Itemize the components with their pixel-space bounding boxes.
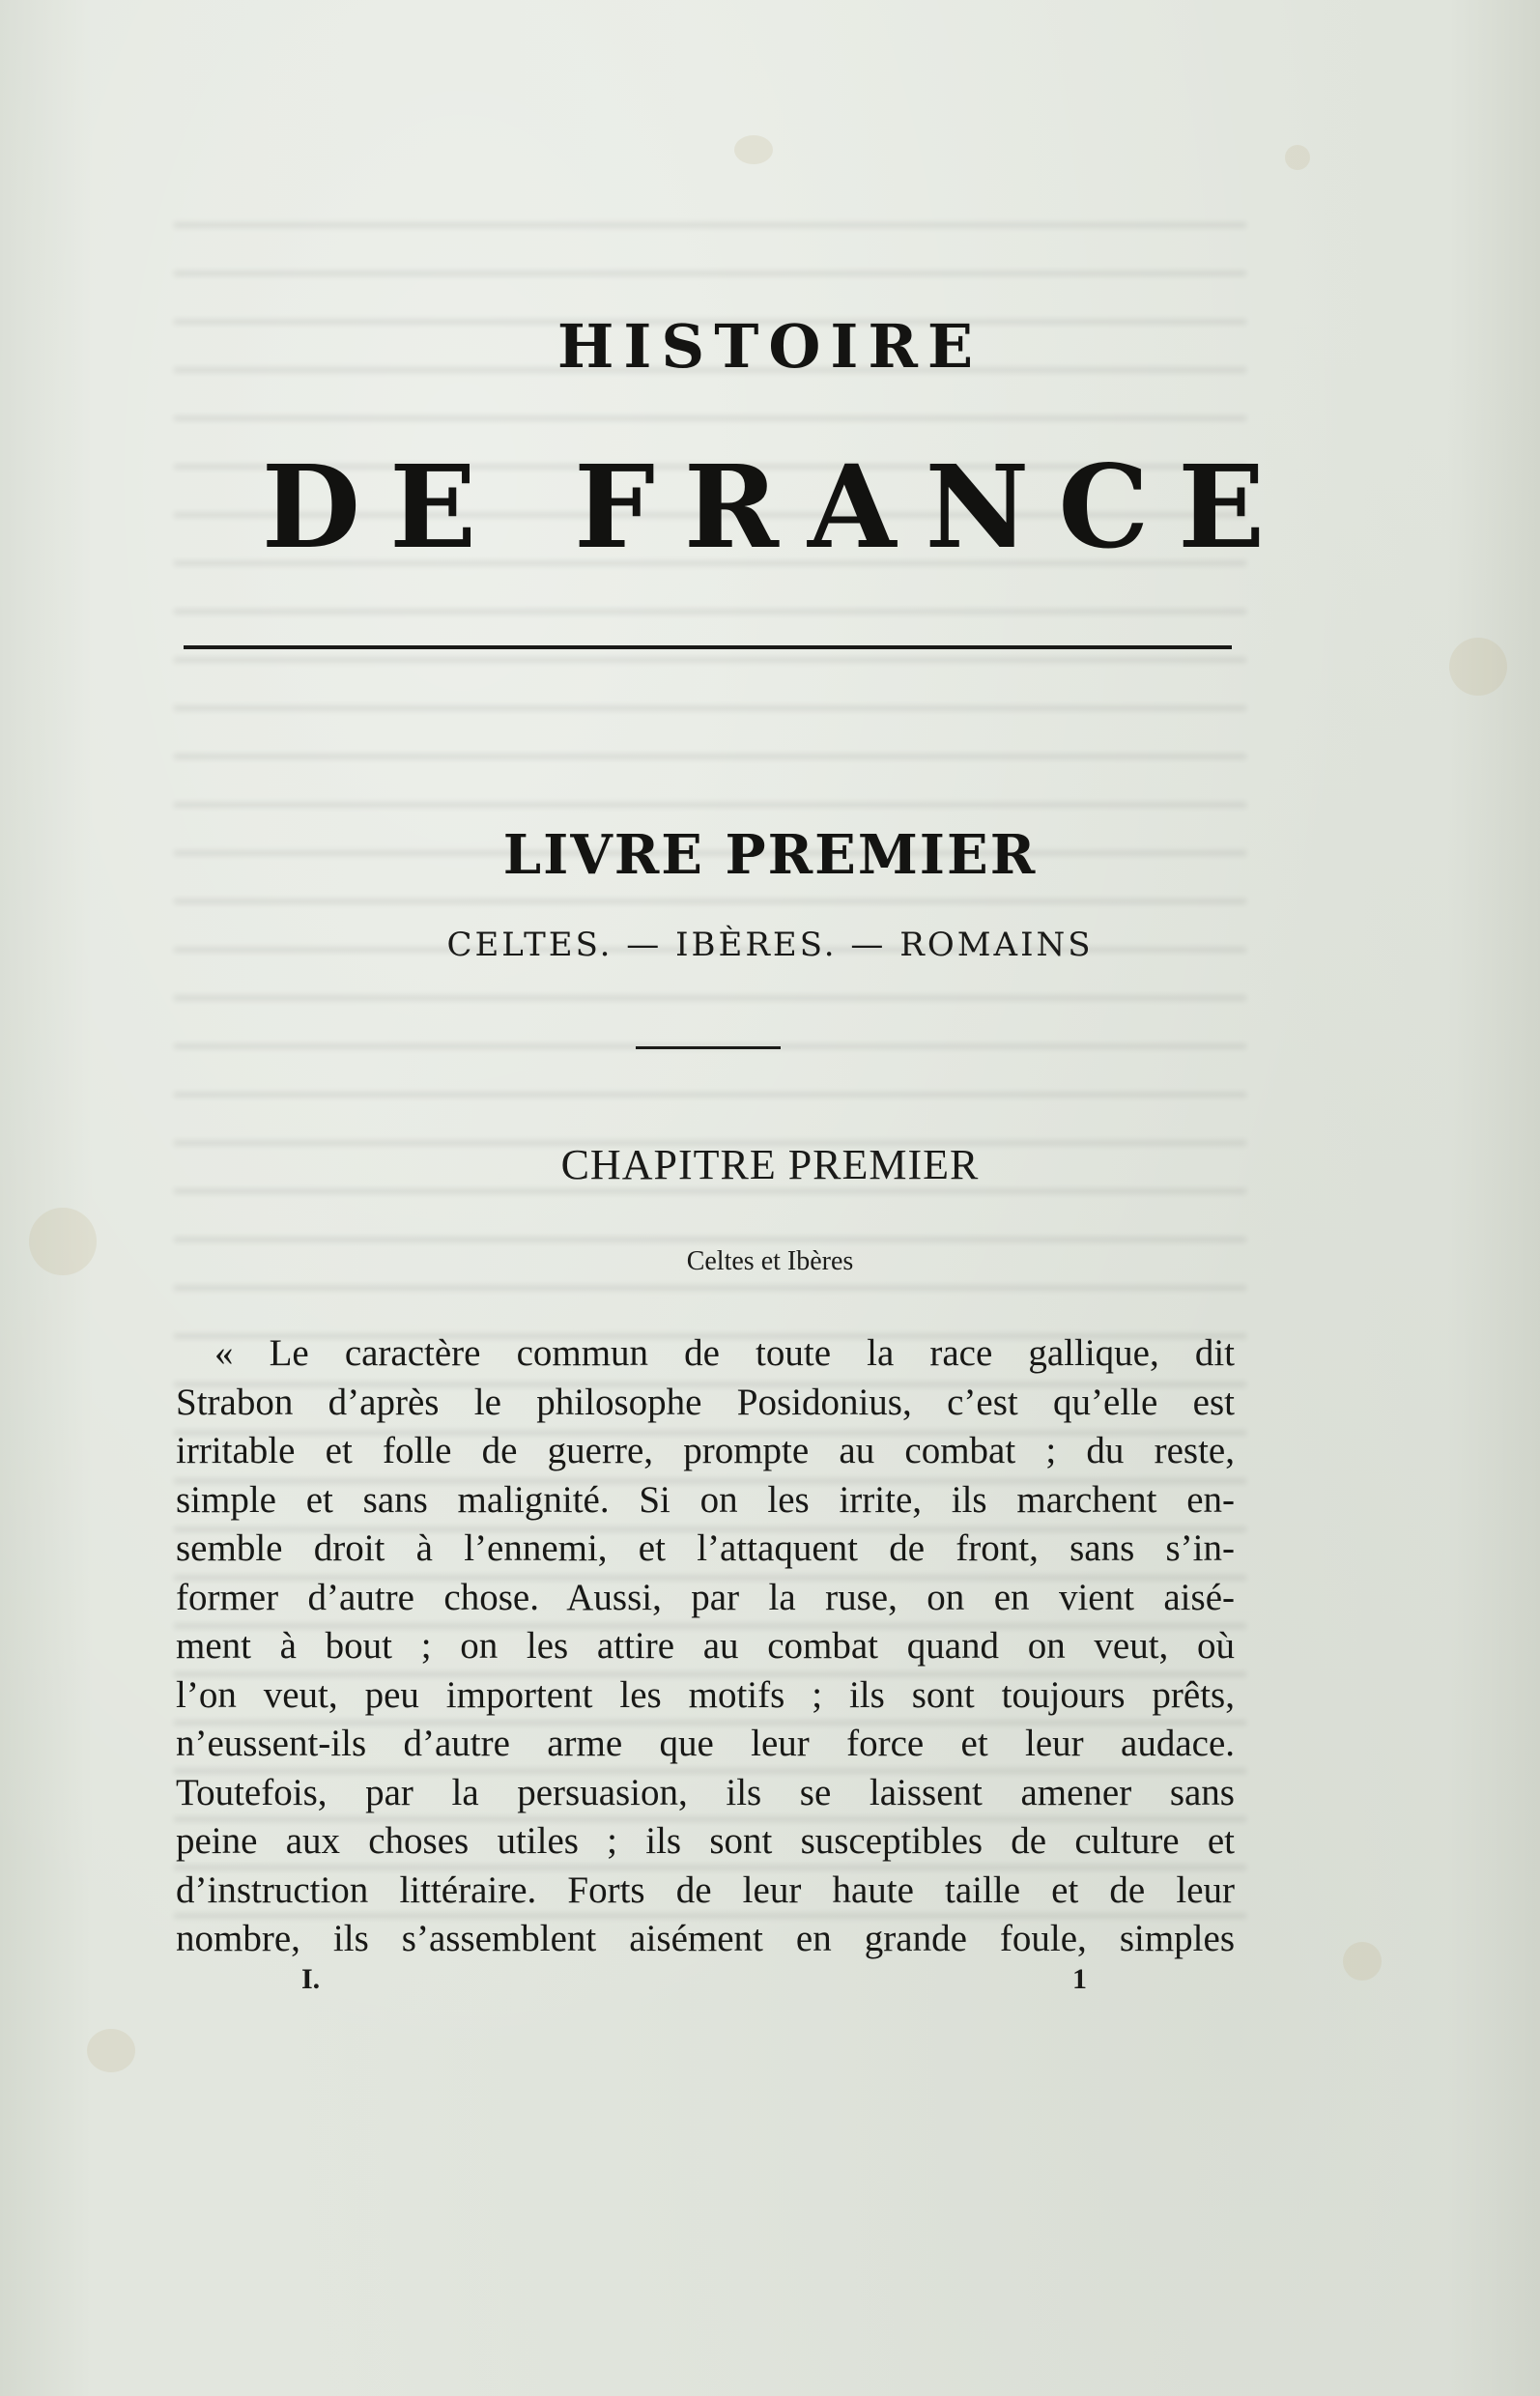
body-line: nombre, ils s’assemblent aisément en grande foule, simples: [176, 1918, 1235, 1959]
foxing-spot: [87, 2029, 135, 2072]
body-line: n’eussent-ils d’autre arme que leur force et leur audace.: [176, 1723, 1235, 1764]
body-line: d’instruction littéraire. Forts de leur haute taille et de leur: [176, 1868, 1235, 1911]
body-line: l’on veut, peu importent les motifs ; ils sont toujours prêts,: [176, 1673, 1235, 1716]
chapter-heading: CHAPITRE PREMIER: [560, 1141, 980, 1188]
section-divider: [636, 1046, 781, 1049]
title-histoire: HISTOIRE: [556, 311, 984, 382]
body-line: Toutefois, par la persuasion, ils se laissent amener sans: [176, 1771, 1235, 1813]
body-line: former d’autre chose. Aussi, par la ruse, on en vient aisé-: [176, 1576, 1235, 1618]
body-line: semble droit à l’ennemi, et l’attaquent de front, sans s’in-: [176, 1527, 1235, 1569]
title-de-france: DE FRANCE: [261, 440, 1295, 574]
body-line: peine aux choses utiles ; ils sont susceptibles de culture et: [176, 1820, 1235, 1862]
chapter-subtitle: Celtes et Ibères: [686, 1246, 854, 1276]
body-text: [176, 1329, 1235, 1964]
foxing-spot: [734, 135, 773, 164]
book-peoples: CELTES. — IBÈRES. — ROMAINS: [446, 926, 1094, 964]
foxing-spot: [1343, 1942, 1382, 1981]
title-divider: [184, 645, 1232, 649]
signature-mark-right: 1: [1072, 1963, 1087, 1995]
body-line: « Le caractère commun de toute la race gallique, dit: [214, 1332, 1235, 1374]
body-line: ment à bout ; on les attire au combat quand on veut, où: [176, 1625, 1235, 1667]
signature-mark-left: I.: [301, 1963, 321, 1995]
book-heading: LIVRE PREMIER: [502, 823, 1038, 887]
foxing-spot: [1449, 638, 1507, 696]
body-line: irritable et folle de guerre, prompte au combat ; du reste,: [176, 1430, 1235, 1471]
foxing-spot: [1285, 145, 1310, 170]
body-line: Strabon d’après le philosophe Posidonius, c’est qu’elle est: [176, 1381, 1235, 1423]
body-line: simple et sans malignité. Si on les irrite, ils marchent en-: [176, 1478, 1235, 1521]
